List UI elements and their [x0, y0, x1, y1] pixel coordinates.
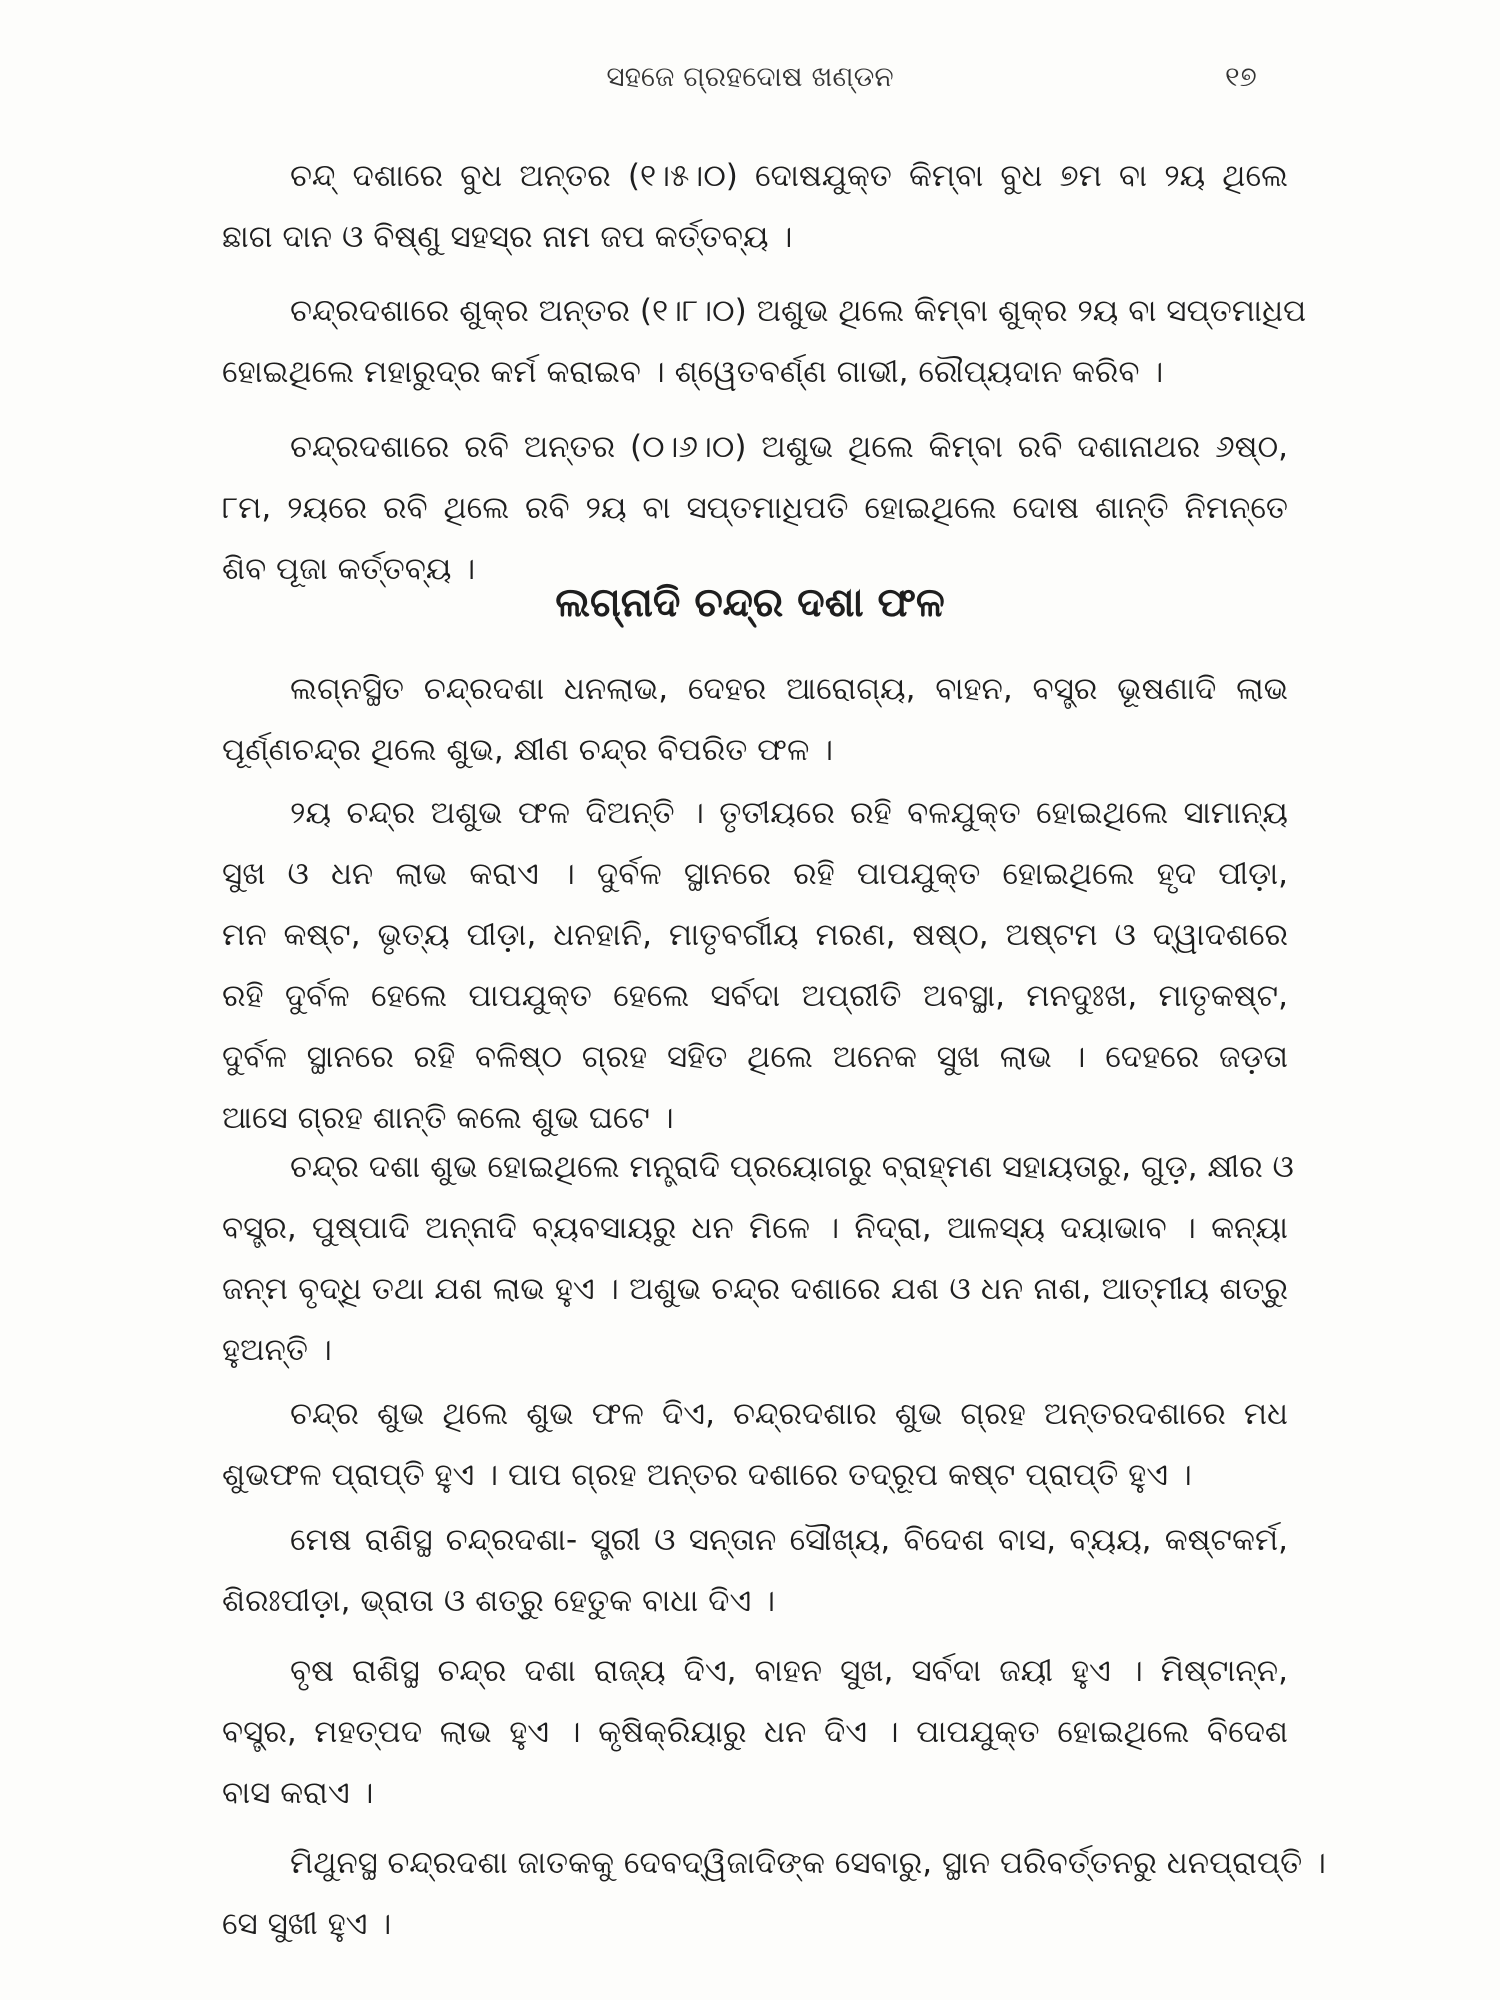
paragraph [222, 1137, 1294, 1381]
text-line: ଚନ୍ଦ୍ରଦଶାରେ ଶୁକ୍ର ଅନ୍ତର (୧।୮।୦) ଅଶୁଭ ଥିଲେ କିମ୍ବା ଶୁକ୍ର ୨ୟ ବା ସପ୍ତମାଧିପ [290, 293, 1307, 329]
paragraph [222, 659, 1288, 781]
text-line: ବସ୍ତ୍ର, ମହତ୍‌ପଦ ଲାଭ ହୁଏ । କୃଷିକ୍ରିୟାରୁ ଧନ ଦିଏ । ପାପଯୁକ୍ତ ହୋଇଥିଲେ ବିଦେଶ [222, 1714, 1288, 1750]
text-line: ୨ୟ ଚନ୍ଦ୍ର ଅଶୁଭ ଫଳ ଦିଅନ୍ତି । ତୃତୀୟରେ ରହି ବଳଯୁକ୍ତ ହୋଇଥିଲେ ସାମାନ୍ୟ [290, 795, 1288, 831]
page-number: ୧୭ [1225, 60, 1257, 93]
text-line: ଆସେ ଗ୍ରହ ଶାନ୍ତି କଲେ ଶୁଭ ଘଟେ । [222, 1100, 674, 1136]
paragraph [222, 417, 1288, 600]
text-line: ହୁଅନ୍ତି । [222, 1332, 332, 1368]
text-line: ଛାଗ ଦାନ ଓ ବିଷ୍ଣୁ ସହସ୍ର ନାମ ଜପ କର୍ତ୍ତବ୍ୟ । [222, 219, 793, 255]
text-line: ଚନ୍ଦ୍ ଦଶାରେ ବୁଧ ଅନ୍ତର (୧।୫।୦) ଦୋଷଯୁକ୍ତ କିମ୍ବା ବୁଧ ୭ମ ବା ୨ୟ ଥିଲେ [290, 158, 1288, 194]
paragraph [222, 1384, 1288, 1506]
text-line: ବସ୍ତ୍ର, ପୁଷ୍ପାଦି ଅନ୍ନାଦି ବ୍ୟବସାୟରୁ ଧନ ମିଳେ । ନିଦ୍ରା, ଆଳସ୍ୟ ଦୟାଭାବ । କନ୍ୟା [222, 1210, 1288, 1246]
text-line: ଶୁଭଫଳ ପ୍ରାପ୍ତି ହୁଏ । ପାପ ଗ୍ରହ ଅନ୍ତର ଦଶାରେ ତଦ୍‌ରୂପ କଷ୍ଟ ପ୍ରାପ୍ତି ହୁଏ । [222, 1457, 1192, 1493]
running-title: ସହଜେ ଗ୍ରହଦୋଷ ଖଣ୍ଡନ [606, 60, 894, 93]
text-line: ହୋଇଥିଲେ ମହାରୁଦ୍ର କର୍ମ କରାଇବ । ଶ୍ୱେତବର୍ଣ୍ଣ ଗାଭୀ, ରୌପ୍ୟଦାନ କରିବ । [222, 354, 1164, 390]
text-line: ବୃଷ ରାଶିସ୍ଥ ଚନ୍ଦ୍ର ଦଶା ରାଜ୍ୟ ଦିଏ, ବାହନ ସୁଖ, ସର୍ବଦା ଜୟୀ ହୁଏ । ମିଷ୍ଟାନ୍ନ, [290, 1653, 1288, 1689]
text-line: ରହି ଦୁର୍ବଳ ହେଲେ ପାପଯୁକ୍ତ ହେଲେ ସର୍ବଦା ଅପ୍ରୀତି ଅବସ୍ଥା, ମନଦୁଃଖ, ମାତୃକଷ୍ଟ, [222, 978, 1288, 1014]
text-line: ଶିରଃପୀଡ଼ା, ଭ୍ରାତା ଓ ଶତ୍ରୁ ହେତୁକ ବାଧା ଦିଏ । [222, 1583, 776, 1619]
text-line: ଚନ୍ଦ୍ର ଶୁଭ ଥିଲେ ଶୁଭ ଫଳ ଦିଏ, ଚନ୍ଦ୍ରଦଶାର ଶୁଭ ଗ୍ରହ ଅନ୍ତରଦଶାରେ ମଧ [290, 1396, 1288, 1432]
paragraph [222, 1833, 1327, 1955]
paragraph [222, 1641, 1288, 1824]
text-line: ଚନ୍ଦ୍ରଦଶାରେ ରବି ଅନ୍ତର (୦।୬।୦) ଅଶୁଭ ଥିଲେ କିମ୍ବା ରବି ଦଶାନାଥର ୬ଷ୍ଠ, [290, 429, 1288, 465]
text-line: ଚନ୍ଦ୍ର ଦଶା ଶୁଭ ହୋଇଥିଲେ ମନ୍ତ୍ରାଦି ପ୍ରୟୋଗରୁ ବ୍ରାହ୍ମଣ ସହାୟତାରୁ, ଗୁଡ଼, କ୍ଷୀର ଓ [290, 1149, 1294, 1185]
text-line: ଶିବ ପୂଜା କର୍ତ୍ତବ୍ୟ । [222, 551, 476, 587]
text-line: ସେ ସୁଖୀ ହୁଏ । [222, 1906, 392, 1942]
text-line: ମେଷ ରାଶିସ୍ଥ ଚନ୍ଦ୍ରଦଶା- ସ୍ତ୍ରୀ ଓ ସନ୍ତାନ ସୌଖ୍ୟ, ବିଦେଶ ବାସ, ବ୍ୟୟ, କଷ୍ଟକର୍ମ, [290, 1522, 1288, 1558]
paragraph [222, 783, 1288, 1149]
text-line: ମିଥୁନସ୍ଥ ଚନ୍ଦ୍ରଦଶା ଜାତକକୁ ଦେବଦ୍ୱିଜାଦିଙ୍କ ସେବାରୁ, ସ୍ଥାନ ପରିବର୍ତ୍ତନରୁ ଧନପ୍ରାପ୍ତି । [290, 1845, 1327, 1881]
paragraph [222, 1510, 1288, 1632]
text-line: ପୂର୍ଣ୍ଣଚନ୍ଦ୍ର ଥିଲେ ଶୁଭ, କ୍ଷୀଣ ଚନ୍ଦ୍ର ବିପରିତ ଫଳ । [222, 732, 834, 768]
text-line: ଦୁର୍ବଳ ସ୍ଥାନରେ ରହି ବଳିଷ୍ଠ ଗ୍ରହ ସହିତ ଥିଲେ ଅନେକ ସୁଖ ଲାଭ । ଦେହରେ ଜଡ଼ତା [222, 1039, 1288, 1075]
text-line: ସୁଖ ଓ ଧନ ଲାଭ କରାଏ । ଦୁର୍ବଳ ସ୍ଥାନରେ ରହି ପାପଯୁକ୍ତ ହୋଇଥିଲେ ହୃଦ ପୀଡ଼ା, [222, 856, 1288, 892]
text-line: ଲଗ୍ନସ୍ଥିତ ଚନ୍ଦ୍ରଦଶା ଧନଲାଭ, ଦେହର ଆରୋଗ୍ୟ, ବାହନ, ବସ୍ତ୍ର ଭୂଷଣାଦି ଲାଭ [290, 671, 1288, 707]
text-line: ବାସ କରାଏ । [222, 1775, 374, 1811]
paragraph [222, 146, 1288, 268]
text-line: ୮ମ, ୨ୟରେ ରବି ଥିଲେ ରବି ୨ୟ ବା ସପ୍ତମାଧିପତି ହୋଇଥିଲେ ଦୋଷ ଶାନ୍ତି ନିମନ୍ତେ [222, 490, 1288, 526]
section-heading: ଲଗ୍ନାଦି ଚନ୍ଦ୍ର ଦଶା ଫଳ [555, 580, 945, 626]
text-line: ମନ କଷ୍ଟ, ଭୃତ୍ୟ ପୀଡ଼ା, ଧନହାନି, ମାତୃବର୍ଗୀୟ ମରଣ, ଷଷ୍ଠ, ଅଷ୍ଟମ ଓ ଦ୍ୱାଦଶରେ [222, 917, 1288, 953]
paragraph [222, 281, 1307, 403]
text-line: ଜନ୍ମ ବୃଦ୍ଧି ତଥା ଯଶ ଲାଭ ହୁଏ । ଅଶୁଭ ଚନ୍ଦ୍ର ଦଶାରେ ଯଶ ଓ ଧନ ନାଶ, ଆତ୍ମୀୟ ଶତ୍ରୁ [222, 1271, 1288, 1307]
